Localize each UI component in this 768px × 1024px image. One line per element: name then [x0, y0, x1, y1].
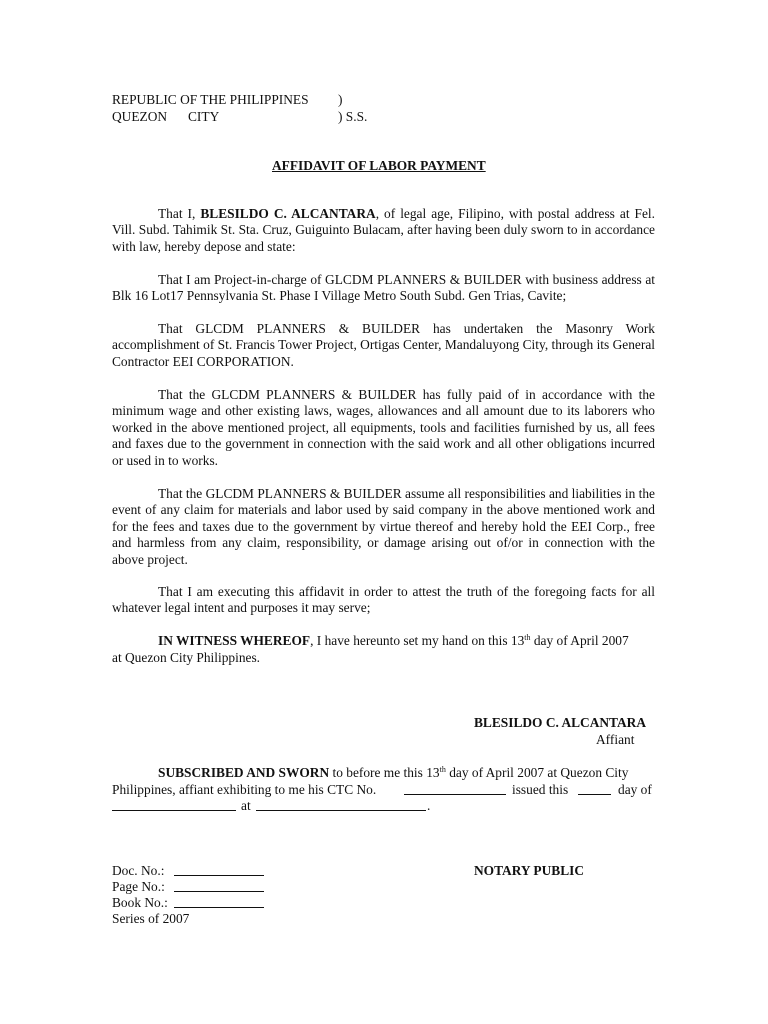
jurat-line-2-text-b: issued this: [512, 782, 569, 797]
affiant-name: BLESILDO C. ALCANTARA: [200, 206, 376, 221]
book-no-blank: [174, 896, 264, 908]
venue-republic: REPUBLIC OF THE PHILIPPINES: [112, 92, 309, 107]
notary-public-label: NOTARY PUBLIC: [474, 863, 585, 878]
venue-city: CITY: [188, 109, 220, 124]
jurat-at: at: [241, 798, 251, 813]
ctc-number-blank: [404, 783, 506, 795]
page-no-blank: [174, 880, 264, 892]
venue-bracket-1: ): [338, 92, 343, 107]
series-label: Series of 2007: [112, 911, 190, 926]
jurat-line-1: [158, 765, 628, 781]
book-no-label: Book No.:: [112, 895, 168, 910]
issued-place-blank: [256, 799, 426, 811]
issued-date-blank: [112, 799, 236, 811]
jurat-line-2-text-c: day of: [618, 782, 652, 797]
signature-name: BLESILDO C. ALCANTARA: [474, 715, 647, 730]
signature-role: Affiant: [596, 732, 635, 747]
paragraph-project-in-charge: That I am Project-in-charge of GLCDM PLANNERS & BUILDER with business address at Blk 16 Lot17 Pennsylvania St. Phase I Village Metro South Subd. Gen Trias, Cavite;: [112, 272, 655, 304]
doc-no-label: Doc. No.:: [112, 863, 165, 878]
jurat-sup: th: [439, 765, 446, 774]
jurat-line-2-text-a: Philippines, affiant exhibiting to me his CTC No.: [112, 782, 377, 797]
paragraph-fully-paid: That the GLCDM PLANNERS & BUILDER has fully paid of in accordance with the minimum wage and other existing laws, wages, allowances and all amount due to its laborers who worked in the above mentioned project, all equipments, tools and facilities furnished by us, all fees and faxes due to the government in connection with the said work and all other obligations incurred or used in to works.: [112, 387, 655, 468]
venue-ss: ) S.S.: [338, 109, 368, 124]
venue-line-1: [112, 92, 309, 108]
jurat-text-1: to before me this 13: [329, 765, 440, 780]
witness-text-2: day of April 2007: [530, 633, 629, 648]
venue-quezon: QUEZON: [112, 109, 168, 124]
issued-day-blank: [578, 783, 611, 795]
paragraph-masonry-work: That GLCDM PLANNERS & BUILDER has undertaken the Masonry Work accomplishment of St. Francis Tower Project, Ortigas Center, Mandaluyong City, through its General Contractor EEI CORPORATION.: [112, 321, 655, 369]
document-title: AFFIDAVIT OF LABOR PAYMENT: [272, 158, 486, 173]
intro-paragraph: [112, 206, 655, 255]
paragraph-executing: That I am executing this affidavit in order to attest the truth of the foregoing facts for all whatever legal intent and purposes it may serve;: [112, 584, 655, 616]
doc-no-blank: [174, 864, 264, 876]
intro-post: , of legal age, Filipino, with postal address at Fel. Vill. Subd. Tahimik St. Sta. Cruz, Guiguinto Bulacam, after having been duly sworn to in accordance with law, hereby depose and state:: [112, 206, 656, 254]
paragraph-liabilities: That the GLCDM PLANNERS & BUILDER assume all responsibilities and liabilities in the event of any claim for materials and labor used by said company in the above mentioned work and for the fees and taxes due to the government by virtue thereof and hereby hold the EEI Corp., free and harmless from any claim, responsibility, or damage arising out of/or in connection with the above project.: [112, 486, 655, 567]
jurat-end: .: [427, 798, 431, 813]
intro-pre: That I,: [158, 206, 201, 221]
witness-text-1: , I have hereunto set my hand on this 13: [310, 633, 525, 648]
witness-place: at Quezon City Philippines.: [112, 650, 261, 665]
witness-bold: IN WITNESS WHEREOF: [158, 633, 311, 648]
jurat-text-2: day of April 2007 at Quezon City: [445, 765, 629, 780]
page-no-label: Page No.:: [112, 879, 165, 894]
witness-line: [158, 633, 629, 649]
jurat-bold: SUBSCRIBED AND SWORN: [158, 765, 330, 780]
witness-sup: th: [524, 633, 531, 642]
